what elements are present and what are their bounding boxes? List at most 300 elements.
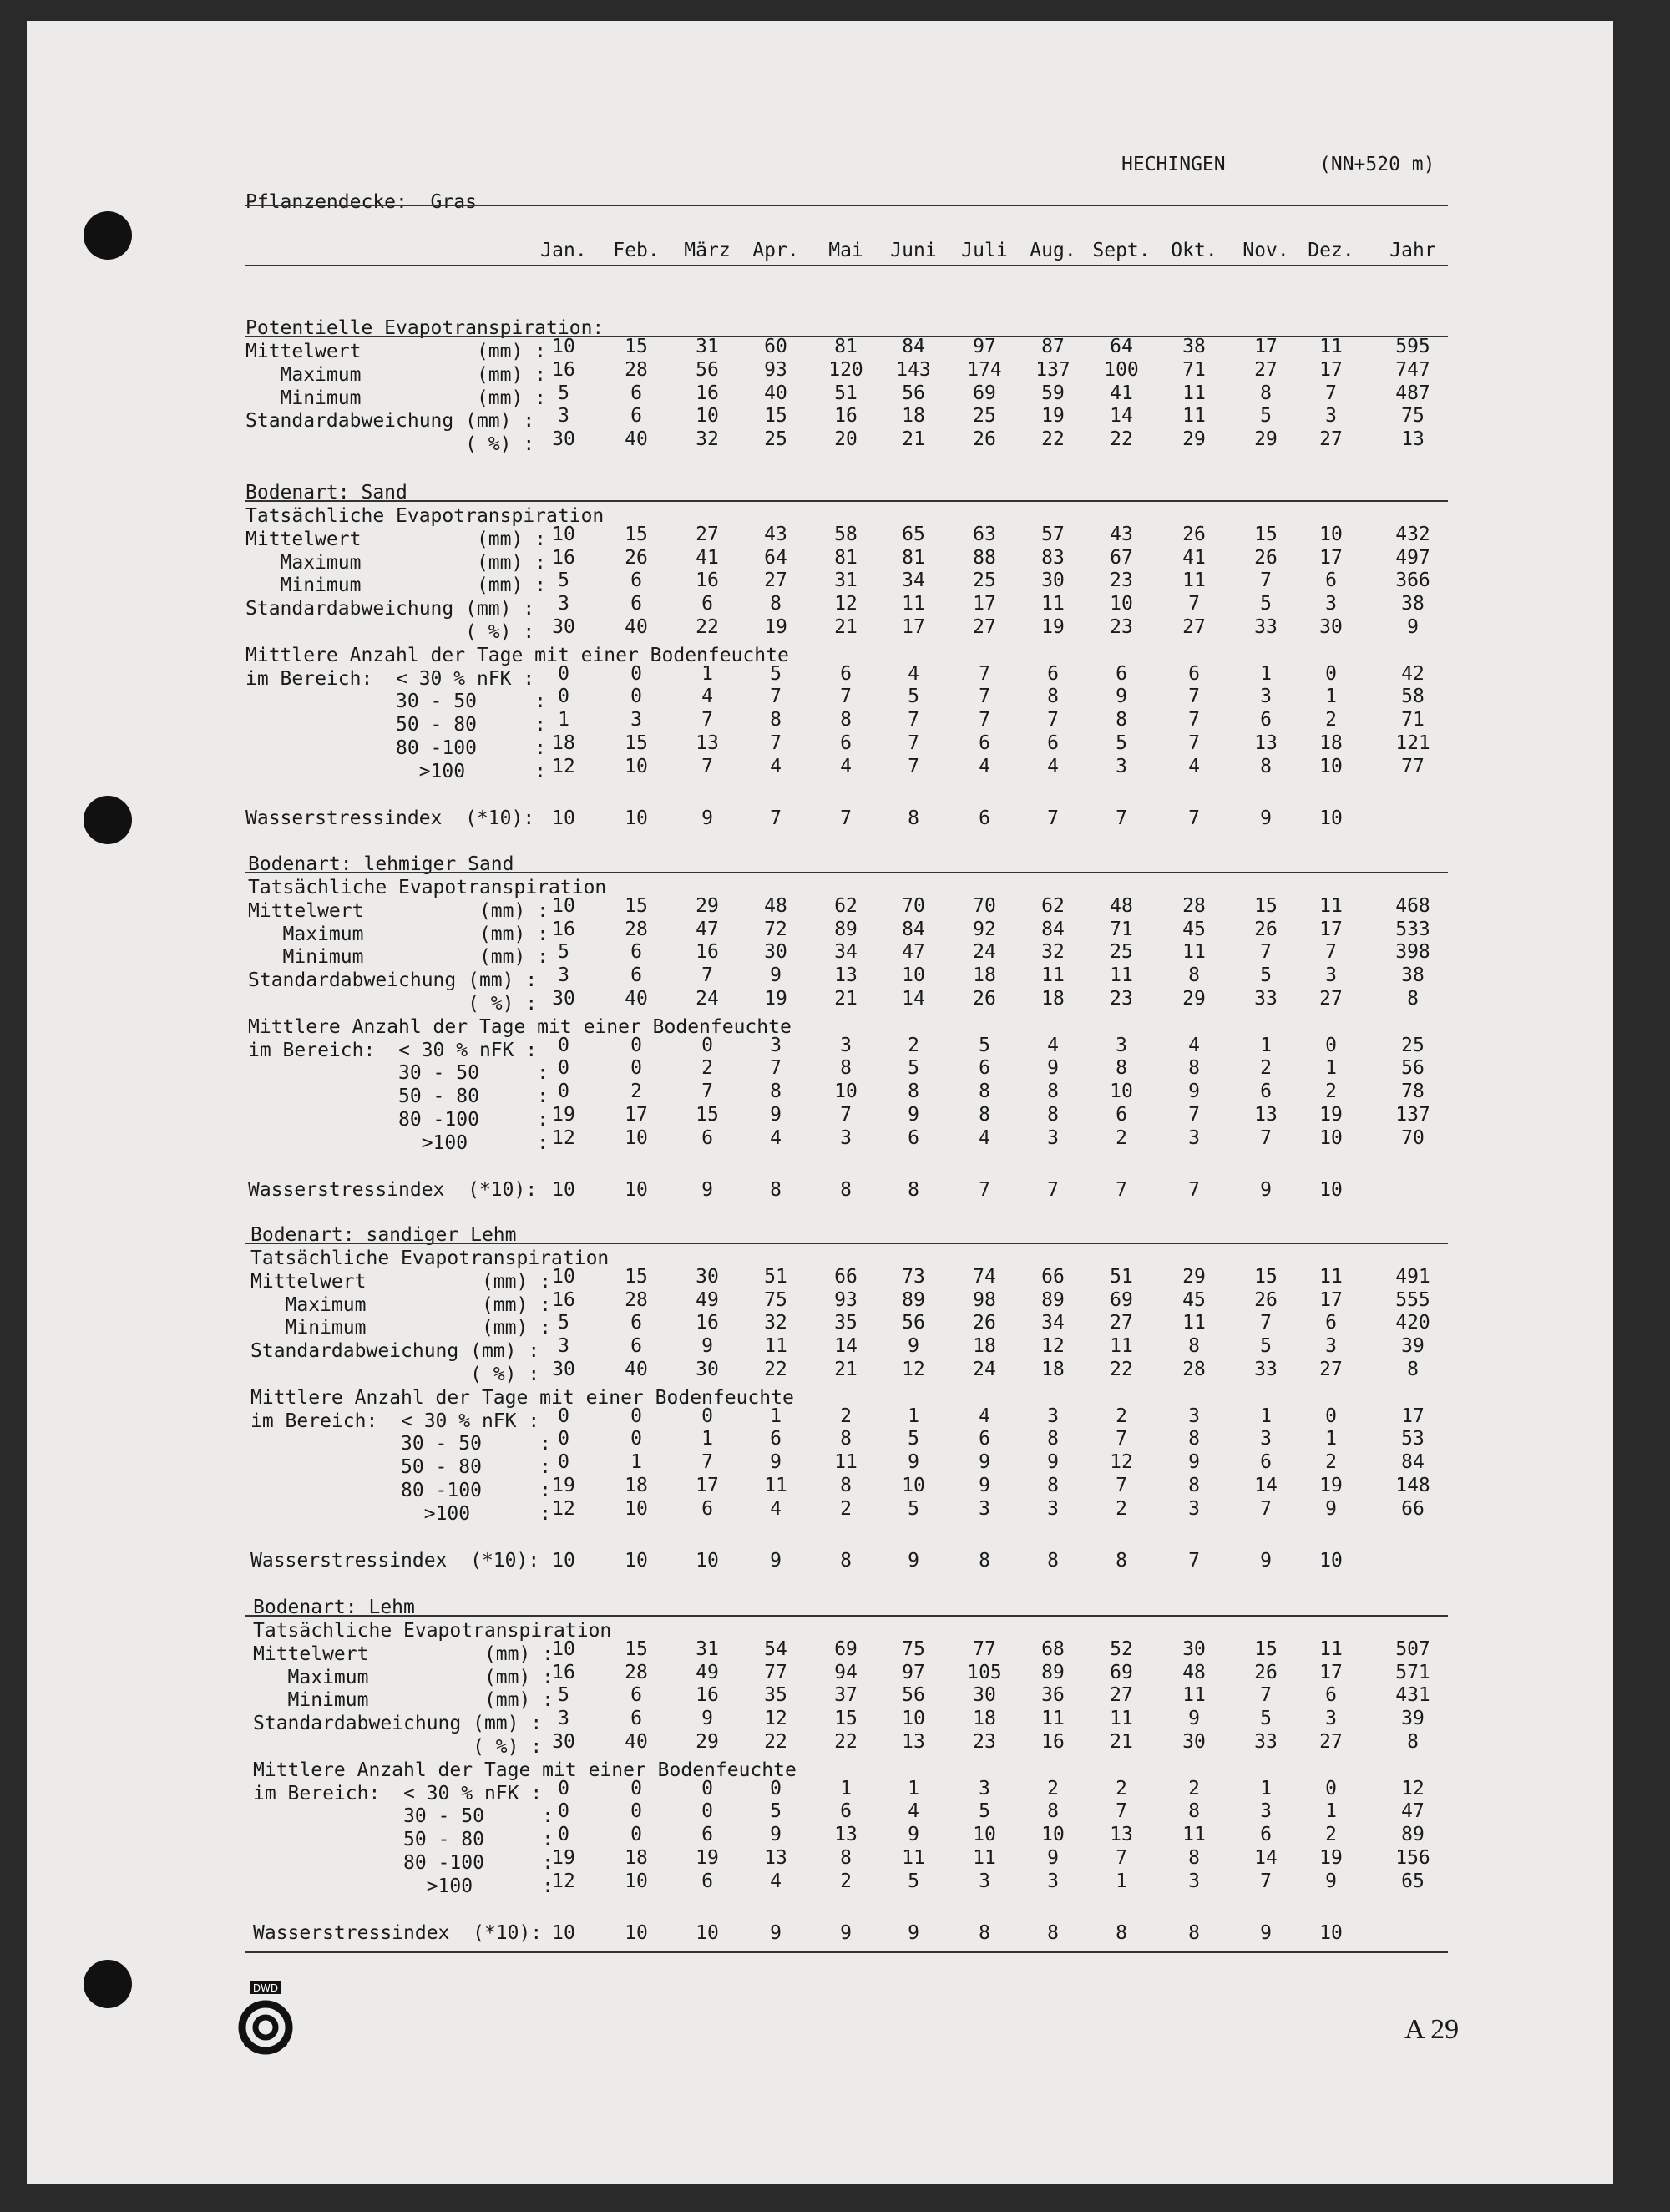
soil-b1-cell: 0 (630, 662, 642, 685)
soil-std-cell: 18 (973, 964, 996, 987)
soil-wsi-cell: 10 (625, 1178, 648, 1201)
bottom-rule (245, 1951, 1448, 1953)
soil-b1-cell: 0 (1325, 662, 1337, 685)
soil-b1-cell: 1 (908, 1405, 919, 1427)
soil-b1-cell: 42 (1401, 662, 1425, 685)
soil-b5-cell: 2 (1116, 1126, 1127, 1149)
soil-b1-cell: 1 (701, 662, 713, 685)
soil-wsi-cell: 8 (1047, 1921, 1059, 1944)
soil-min-cell: 23 (1110, 569, 1133, 592)
soil-std-cell: 11 (902, 593, 925, 615)
soil-mittel-cell: 507 (1395, 1637, 1430, 1660)
soil-std-cell: 18 (973, 1335, 996, 1358)
potential-max-cell: 71 (1182, 358, 1206, 381)
soil-max-cell: 26 (1254, 918, 1278, 940)
soil-b4-cell: 7 (1116, 1475, 1127, 1496)
soil-b5-cell: 8 (1260, 755, 1272, 777)
soil-b2-cell: 7 (1188, 686, 1200, 708)
month-header-cell: Jan. (540, 240, 587, 261)
soil-pct-cell: 21 (834, 616, 858, 638)
rule (245, 265, 1448, 266)
soil-b5-cell: 3 (1116, 755, 1127, 777)
potential-mittel-cell: 31 (696, 336, 719, 357)
potential-std-cell: 18 (902, 405, 925, 428)
soil-mittel-cell: 26 (1182, 523, 1206, 545)
soil-b2-cell: 3 (1260, 1800, 1272, 1823)
aet-heading: Tatsächliche Evapotranspiration (245, 505, 605, 527)
row-label-pct: ( %) : (245, 621, 535, 643)
soil-std-cell: 5 (1260, 1335, 1272, 1358)
soil-b4-cell: 6 (979, 732, 990, 754)
soil-b2-cell: 56 (1401, 1057, 1425, 1080)
soil-b3-cell: 6 (1260, 1824, 1272, 1846)
soil-b1-cell: 1 (1260, 1777, 1272, 1799)
soil-std-cell: 6 (630, 1708, 642, 1730)
soil-b5-cell: 10 (625, 1497, 648, 1520)
soil-std-cell: 12 (834, 593, 858, 615)
potential-min-cell: 59 (1041, 382, 1065, 404)
soil-b2-cell: 8 (1188, 1428, 1200, 1450)
soil-b1-cell: 0 (558, 662, 569, 685)
soil-b3-cell: 10 (1041, 1824, 1065, 1846)
soil-pct-cell: 9 (1407, 616, 1419, 638)
soil-b4-cell: 11 (902, 1847, 925, 1869)
soil-pct-cell: 26 (973, 988, 996, 1010)
soil-b5-cell: 65 (1401, 1870, 1425, 1892)
soil-pct-cell: 13 (902, 1731, 925, 1753)
soil-wsi-cell: 8 (840, 1549, 852, 1572)
row-label-min: Minimum (mm) : (253, 1689, 554, 1712)
row-label-min: Minimum (mm) : (245, 387, 547, 409)
soil-b3-cell: 10 (1110, 1081, 1133, 1103)
soil-b5-cell: 3 (979, 1870, 990, 1892)
soil-b4-cell: 11 (973, 1847, 996, 1869)
row-label-b5: >100 : (245, 760, 547, 782)
soil-mittel-cell: 30 (1182, 1637, 1206, 1660)
soil-mittel-cell: 29 (696, 894, 719, 917)
soil-pct-cell: 17 (902, 616, 925, 638)
soil-b5-cell: 4 (770, 755, 782, 777)
soil-max-cell: 26 (1254, 1288, 1278, 1311)
soil-pct-cell: 33 (1254, 1359, 1278, 1380)
soil-b5-cell: 12 (552, 755, 575, 777)
soil-b5-cell: 3 (1188, 1126, 1200, 1149)
soil-b4-cell: 8 (1188, 1847, 1200, 1869)
soil-b2-cell: 7 (770, 1057, 782, 1080)
soil-pct-cell: 8 (1407, 1359, 1419, 1380)
soil-min-cell: 56 (902, 1312, 925, 1334)
soil-b1-cell: 25 (1401, 1034, 1425, 1056)
soil-min-cell: 16 (696, 1312, 719, 1334)
section-rule (245, 872, 1448, 873)
soil-wsi-cell: 9 (701, 807, 713, 829)
soil-b4-cell: 6 (1116, 1104, 1127, 1126)
soil-b5-cell: 2 (840, 1870, 852, 1892)
soil-mittel-cell: 75 (902, 1637, 925, 1660)
potential-std-cell: 19 (1041, 405, 1065, 428)
soil-max-cell: 72 (764, 918, 787, 940)
soil-pct-cell: 16 (1041, 1731, 1065, 1753)
soil-min-cell: 47 (902, 941, 925, 964)
potential-pct-cell: 25 (764, 428, 787, 451)
soil-pct-cell: 14 (902, 988, 925, 1010)
soil-b5-cell: 6 (701, 1497, 713, 1520)
soil-wsi-cell: 6 (979, 807, 990, 829)
soil-b2-cell: 9 (1047, 1057, 1059, 1080)
soil-max-cell: 81 (834, 546, 858, 569)
soil-mittel-cell: 10 (552, 523, 575, 545)
soil-b4-cell: 7 (908, 732, 919, 754)
soil-std-cell: 6 (630, 593, 642, 615)
potential-max-cell: 143 (896, 358, 931, 381)
soil-wsi-cell: 7 (840, 807, 852, 829)
soil-b4-cell: 17 (696, 1475, 719, 1496)
soil-mittel-cell: 62 (834, 894, 858, 917)
soil-mittel-cell: 65 (902, 523, 925, 545)
soil-std-cell: 9 (701, 1335, 713, 1358)
soil-min-cell: 6 (630, 1684, 642, 1707)
row-label-pct: ( %) : (253, 1736, 543, 1758)
row-label-b2: 30 - 50 : (248, 1062, 549, 1085)
soil-max-cell: 77 (764, 1661, 787, 1683)
soil-std-cell: 11 (1041, 964, 1065, 987)
soil-b5-cell: 6 (701, 1870, 713, 1892)
soil-pct-cell: 22 (764, 1731, 787, 1753)
station-elevation: (NN+520 m) (1319, 154, 1435, 175)
soil-b4-cell: 13 (696, 732, 719, 754)
section-rule (245, 500, 1448, 502)
soil-mittel-cell: 63 (973, 523, 996, 545)
soil-mittel-cell: 15 (625, 1265, 648, 1288)
soil-mittel-cell: 66 (834, 1265, 858, 1288)
soil-max-cell: 16 (552, 918, 575, 940)
soil-wsi-cell: 9 (908, 1921, 919, 1944)
soil-max-cell: 89 (834, 918, 858, 940)
soil-b4-cell: 19 (696, 1847, 719, 1869)
soil-wsi-cell: 10 (696, 1549, 719, 1572)
section-title: Bodenart: sandiger Lehm (250, 1224, 517, 1246)
soil-b3-cell: 13 (1110, 1824, 1133, 1846)
row-label-max: Maximum (mm) : (253, 1666, 554, 1688)
soil-b5-cell: 77 (1401, 755, 1425, 777)
soil-b5-cell: 4 (840, 755, 852, 777)
row-label-min: Minimum (mm) : (248, 946, 549, 969)
potential-std-cell: 3 (558, 405, 569, 428)
soil-pct-cell: 33 (1254, 1731, 1278, 1753)
soil-min-cell: 34 (834, 941, 858, 964)
potential-mittel-cell: 17 (1254, 336, 1278, 357)
soil-min-cell: 34 (902, 569, 925, 592)
potential-max-cell: 174 (967, 358, 1002, 381)
soil-max-cell: 17 (1319, 546, 1343, 569)
soil-std-cell: 18 (973, 1708, 996, 1730)
potential-mittel-cell: 60 (764, 336, 787, 357)
soil-max-cell: 89 (902, 1288, 925, 1311)
soil-max-cell: 89 (1041, 1661, 1065, 1683)
soil-b4-cell: 15 (625, 732, 648, 754)
soil-b5-cell: 5 (908, 1870, 919, 1892)
soil-wsi-cell: 10 (1319, 1178, 1343, 1201)
moisture-heading: Mittlere Anzahl der Tage mit einer Bodenfeuchte (248, 1015, 792, 1038)
soil-b1-cell: 3 (1116, 1034, 1127, 1056)
soil-b3-cell: 6 (701, 1824, 713, 1846)
potential-min-cell: 40 (764, 382, 787, 404)
soil-b2-cell: 8 (1047, 1428, 1059, 1450)
soil-min-cell: 26 (973, 1312, 996, 1334)
row-label-wsi: Wasserstressindex (*10): (245, 807, 535, 829)
soil-b1-cell: 0 (1325, 1777, 1337, 1799)
soil-wsi-cell: 7 (1188, 1178, 1200, 1201)
soil-std-cell: 6 (701, 593, 713, 615)
page-number: A 29 (1404, 2014, 1460, 2045)
row-label-b4: 80 -100 : (245, 737, 547, 759)
soil-b3-cell: 2 (1325, 709, 1337, 731)
soil-b2-cell: 2 (701, 1057, 713, 1080)
soil-wsi-cell: 10 (552, 1178, 575, 1201)
soil-b1-cell: 2 (1047, 1777, 1059, 1799)
soil-b2-cell: 0 (630, 686, 642, 708)
soil-wsi-cell: 8 (1116, 1921, 1127, 1944)
soil-pct-cell: 8 (1407, 1731, 1419, 1753)
soil-std-cell: 7 (1188, 593, 1200, 615)
month-header-cell: Aug. (1030, 240, 1076, 261)
soil-b3-cell: 7 (979, 709, 990, 731)
soil-b4-cell: 8 (1188, 1475, 1200, 1496)
soil-mittel-cell: 10 (1319, 523, 1343, 545)
soil-b1-cell: 2 (1188, 1777, 1200, 1799)
row-label-wsi: Wasserstressindex (*10): (248, 1178, 538, 1201)
potential-std-cell: 11 (1182, 405, 1206, 428)
potential-max-cell: 93 (764, 358, 787, 381)
soil-min-cell: 7 (1260, 1684, 1272, 1707)
soil-wsi-cell: 9 (1260, 807, 1272, 829)
soil-std-cell: 5 (1260, 593, 1272, 615)
potential-pct-cell: 30 (552, 428, 575, 451)
soil-std-cell: 3 (1325, 593, 1337, 615)
soil-b4-cell: 7 (840, 1104, 852, 1126)
soil-b1-cell: 2 (1116, 1405, 1127, 1427)
soil-min-cell: 6 (630, 1312, 642, 1334)
row-label-wsi: Wasserstressindex (*10): (250, 1549, 540, 1572)
soil-max-cell: 28 (625, 1661, 648, 1683)
potential-pct-cell: 13 (1401, 428, 1425, 451)
soil-mittel-cell: 15 (625, 523, 648, 545)
soil-min-cell: 34 (1041, 1312, 1065, 1334)
soil-pct-cell: 19 (1041, 616, 1065, 638)
soil-b3-cell: 84 (1401, 1451, 1425, 1474)
soil-max-cell: 69 (1110, 1288, 1133, 1311)
soil-b3-cell: 9 (908, 1824, 919, 1846)
soil-b3-cell: 71 (1401, 709, 1425, 731)
soil-b4-cell: 148 (1395, 1475, 1430, 1496)
soil-b2-cell: 7 (840, 686, 852, 708)
soil-mittel-cell: 10 (552, 894, 575, 917)
potential-max-cell: 27 (1254, 358, 1278, 381)
soil-max-cell: 49 (696, 1661, 719, 1683)
soil-wsi-cell: 9 (770, 1549, 782, 1572)
soil-b3-cell: 9 (770, 1451, 782, 1474)
soil-min-cell: 7 (1260, 1312, 1272, 1334)
month-header-cell: Okt. (1171, 240, 1217, 261)
soil-min-cell: 11 (1182, 1684, 1206, 1707)
soil-max-cell: 45 (1182, 1288, 1206, 1311)
row-label-b5: >100 : (253, 1875, 554, 1897)
soil-pct-cell: 33 (1254, 616, 1278, 638)
soil-max-cell: 45 (1182, 918, 1206, 940)
soil-wsi-cell: 8 (840, 1178, 852, 1201)
potential-min-cell: 69 (973, 382, 996, 404)
soil-b3-cell: 2 (1325, 1824, 1337, 1846)
soil-b5-cell: 3 (1047, 1126, 1059, 1149)
soil-wsi-cell: 7 (1047, 1178, 1059, 1201)
soil-b2-cell: 5 (770, 1800, 782, 1823)
row-label-b5: >100 : (250, 1502, 552, 1525)
soil-std-cell: 10 (902, 964, 925, 987)
soil-b1-cell: 0 (558, 1405, 569, 1427)
soil-b1-cell: 5 (770, 662, 782, 685)
potential-min-cell: 41 (1110, 382, 1133, 404)
soil-std-cell: 12 (1041, 1335, 1065, 1358)
soil-max-cell: 17 (1319, 1661, 1343, 1683)
soil-pct-cell: 40 (625, 988, 648, 1010)
soil-wsi-cell: 9 (840, 1921, 852, 1944)
potential-pct-cell: 29 (1254, 428, 1278, 451)
soil-mittel-cell: 51 (1110, 1265, 1133, 1288)
soil-b5-cell: 3 (979, 1497, 990, 1520)
soil-b2-cell: 6 (979, 1057, 990, 1080)
soil-b5-cell: 66 (1401, 1497, 1425, 1520)
soil-max-cell: 92 (973, 918, 996, 940)
soil-wsi-cell: 10 (625, 807, 648, 829)
soil-b1-cell: 0 (630, 1034, 642, 1056)
soil-b3-cell: 7 (908, 709, 919, 731)
soil-mittel-cell: 15 (625, 894, 648, 917)
soil-b1-cell: 4 (979, 1405, 990, 1427)
soil-min-cell: 7 (1260, 941, 1272, 964)
soil-b4-cell: 14 (1254, 1847, 1278, 1869)
soil-min-cell: 7 (1260, 569, 1272, 592)
soil-std-cell: 10 (902, 1708, 925, 1730)
soil-b1-cell: 1 (1260, 662, 1272, 685)
soil-wsi-cell: 10 (552, 807, 575, 829)
soil-wsi-cell: 8 (979, 1921, 990, 1944)
soil-b4-cell: 18 (625, 1847, 648, 1869)
soil-b2-cell: 0 (558, 1800, 569, 1823)
soil-b1-cell: 0 (630, 1777, 642, 1799)
soil-wsi-cell: 8 (908, 807, 919, 829)
soil-min-cell: 6 (630, 569, 642, 592)
soil-pct-cell: 24 (973, 1359, 996, 1380)
soil-wsi-cell: 9 (701, 1178, 713, 1201)
soil-max-cell: 75 (764, 1288, 787, 1311)
soil-b4-cell: 7 (1188, 1104, 1200, 1126)
soil-pct-cell: 30 (552, 1731, 575, 1753)
soil-max-cell: 16 (552, 1661, 575, 1683)
dwd-logo (234, 1979, 301, 2063)
soil-mittel-cell: 43 (1110, 523, 1133, 545)
soil-min-cell: 56 (902, 1684, 925, 1707)
soil-max-cell: 26 (1254, 1661, 1278, 1683)
soil-b1-cell: 3 (979, 1777, 990, 1799)
row-label-min: Minimum (mm) : (250, 1317, 552, 1339)
soil-pct-cell: 30 (1182, 1731, 1206, 1753)
aet-heading: Tatsächliche Evapotranspiration (250, 1248, 610, 1269)
soil-min-cell: 11 (1182, 1312, 1206, 1334)
soil-std-cell: 3 (558, 1708, 569, 1730)
soil-max-cell: 41 (1182, 546, 1206, 569)
soil-mittel-cell: 73 (902, 1265, 925, 1288)
potential-std-cell: 6 (630, 405, 642, 428)
soil-b2-cell: 0 (558, 686, 569, 708)
soil-b1-cell: 7 (979, 662, 990, 685)
soil-b1-cell: 17 (1401, 1405, 1425, 1427)
section-title: Bodenart: Lehm (253, 1597, 415, 1618)
soil-pct-cell: 12 (902, 1359, 925, 1380)
soil-pct-cell: 22 (1110, 1359, 1133, 1380)
soil-mittel-cell: 69 (834, 1637, 858, 1660)
soil-max-cell: 94 (834, 1661, 858, 1683)
soil-std-cell: 3 (558, 964, 569, 987)
soil-max-cell: 17 (1319, 1288, 1343, 1311)
soil-min-cell: 24 (973, 941, 996, 964)
soil-max-cell: 83 (1041, 546, 1065, 569)
soil-std-cell: 11 (1110, 1708, 1133, 1730)
soil-mittel-cell: 51 (764, 1265, 787, 1288)
row-label-b4: 80 -100 : (248, 1109, 549, 1131)
soil-wsi-cell: 10 (1319, 807, 1343, 829)
soil-std-cell: 9 (770, 964, 782, 987)
soil-b2-cell: 1 (1325, 1800, 1337, 1823)
soil-min-cell: 16 (696, 569, 719, 592)
potential-mittel-cell: 64 (1110, 336, 1133, 357)
row-label-b3: 50 - 80 : (245, 714, 547, 736)
soil-b5-cell: 4 (770, 1126, 782, 1149)
soil-b3-cell: 1 (558, 709, 569, 731)
potential-std-cell: 25 (973, 405, 996, 428)
soil-max-cell: 97 (902, 1661, 925, 1683)
soil-b2-cell: 3 (1260, 1428, 1272, 1450)
soil-b1-cell: 3 (1188, 1405, 1200, 1427)
soil-std-cell: 8 (770, 593, 782, 615)
soil-min-cell: 5 (558, 1312, 569, 1334)
soil-std-cell: 11 (1110, 1335, 1133, 1358)
soil-std-cell: 7 (701, 964, 713, 987)
soil-std-cell: 17 (973, 593, 996, 615)
soil-pct-cell: 27 (1319, 1731, 1343, 1753)
soil-min-cell: 6 (1325, 1684, 1337, 1707)
soil-pct-cell: 27 (1182, 616, 1206, 638)
soil-mittel-cell: 43 (764, 523, 787, 545)
soil-pct-cell: 30 (552, 1359, 575, 1380)
soil-min-cell: 16 (696, 941, 719, 964)
rule (245, 205, 1448, 206)
soil-wsi-cell: 8 (908, 1178, 919, 1201)
soil-mittel-cell: 10 (552, 1637, 575, 1660)
soil-pct-cell: 33 (1254, 988, 1278, 1010)
soil-mittel-cell: 68 (1041, 1637, 1065, 1660)
soil-b4-cell: 6 (1047, 732, 1059, 754)
soil-max-cell: 16 (552, 546, 575, 569)
potential-max-cell: 28 (625, 358, 648, 381)
soil-b2-cell: 6 (840, 1800, 852, 1823)
soil-b4-cell: 7 (1116, 1847, 1127, 1869)
soil-b3-cell: 8 (1116, 709, 1127, 731)
soil-wsi-cell: 7 (1116, 807, 1127, 829)
potential-pct-cell: 22 (1041, 428, 1065, 451)
soil-min-cell: 11 (1182, 941, 1206, 964)
station-name: HECHINGEN (1121, 154, 1226, 175)
row-label-b2: 30 - 50 : (250, 1433, 552, 1455)
